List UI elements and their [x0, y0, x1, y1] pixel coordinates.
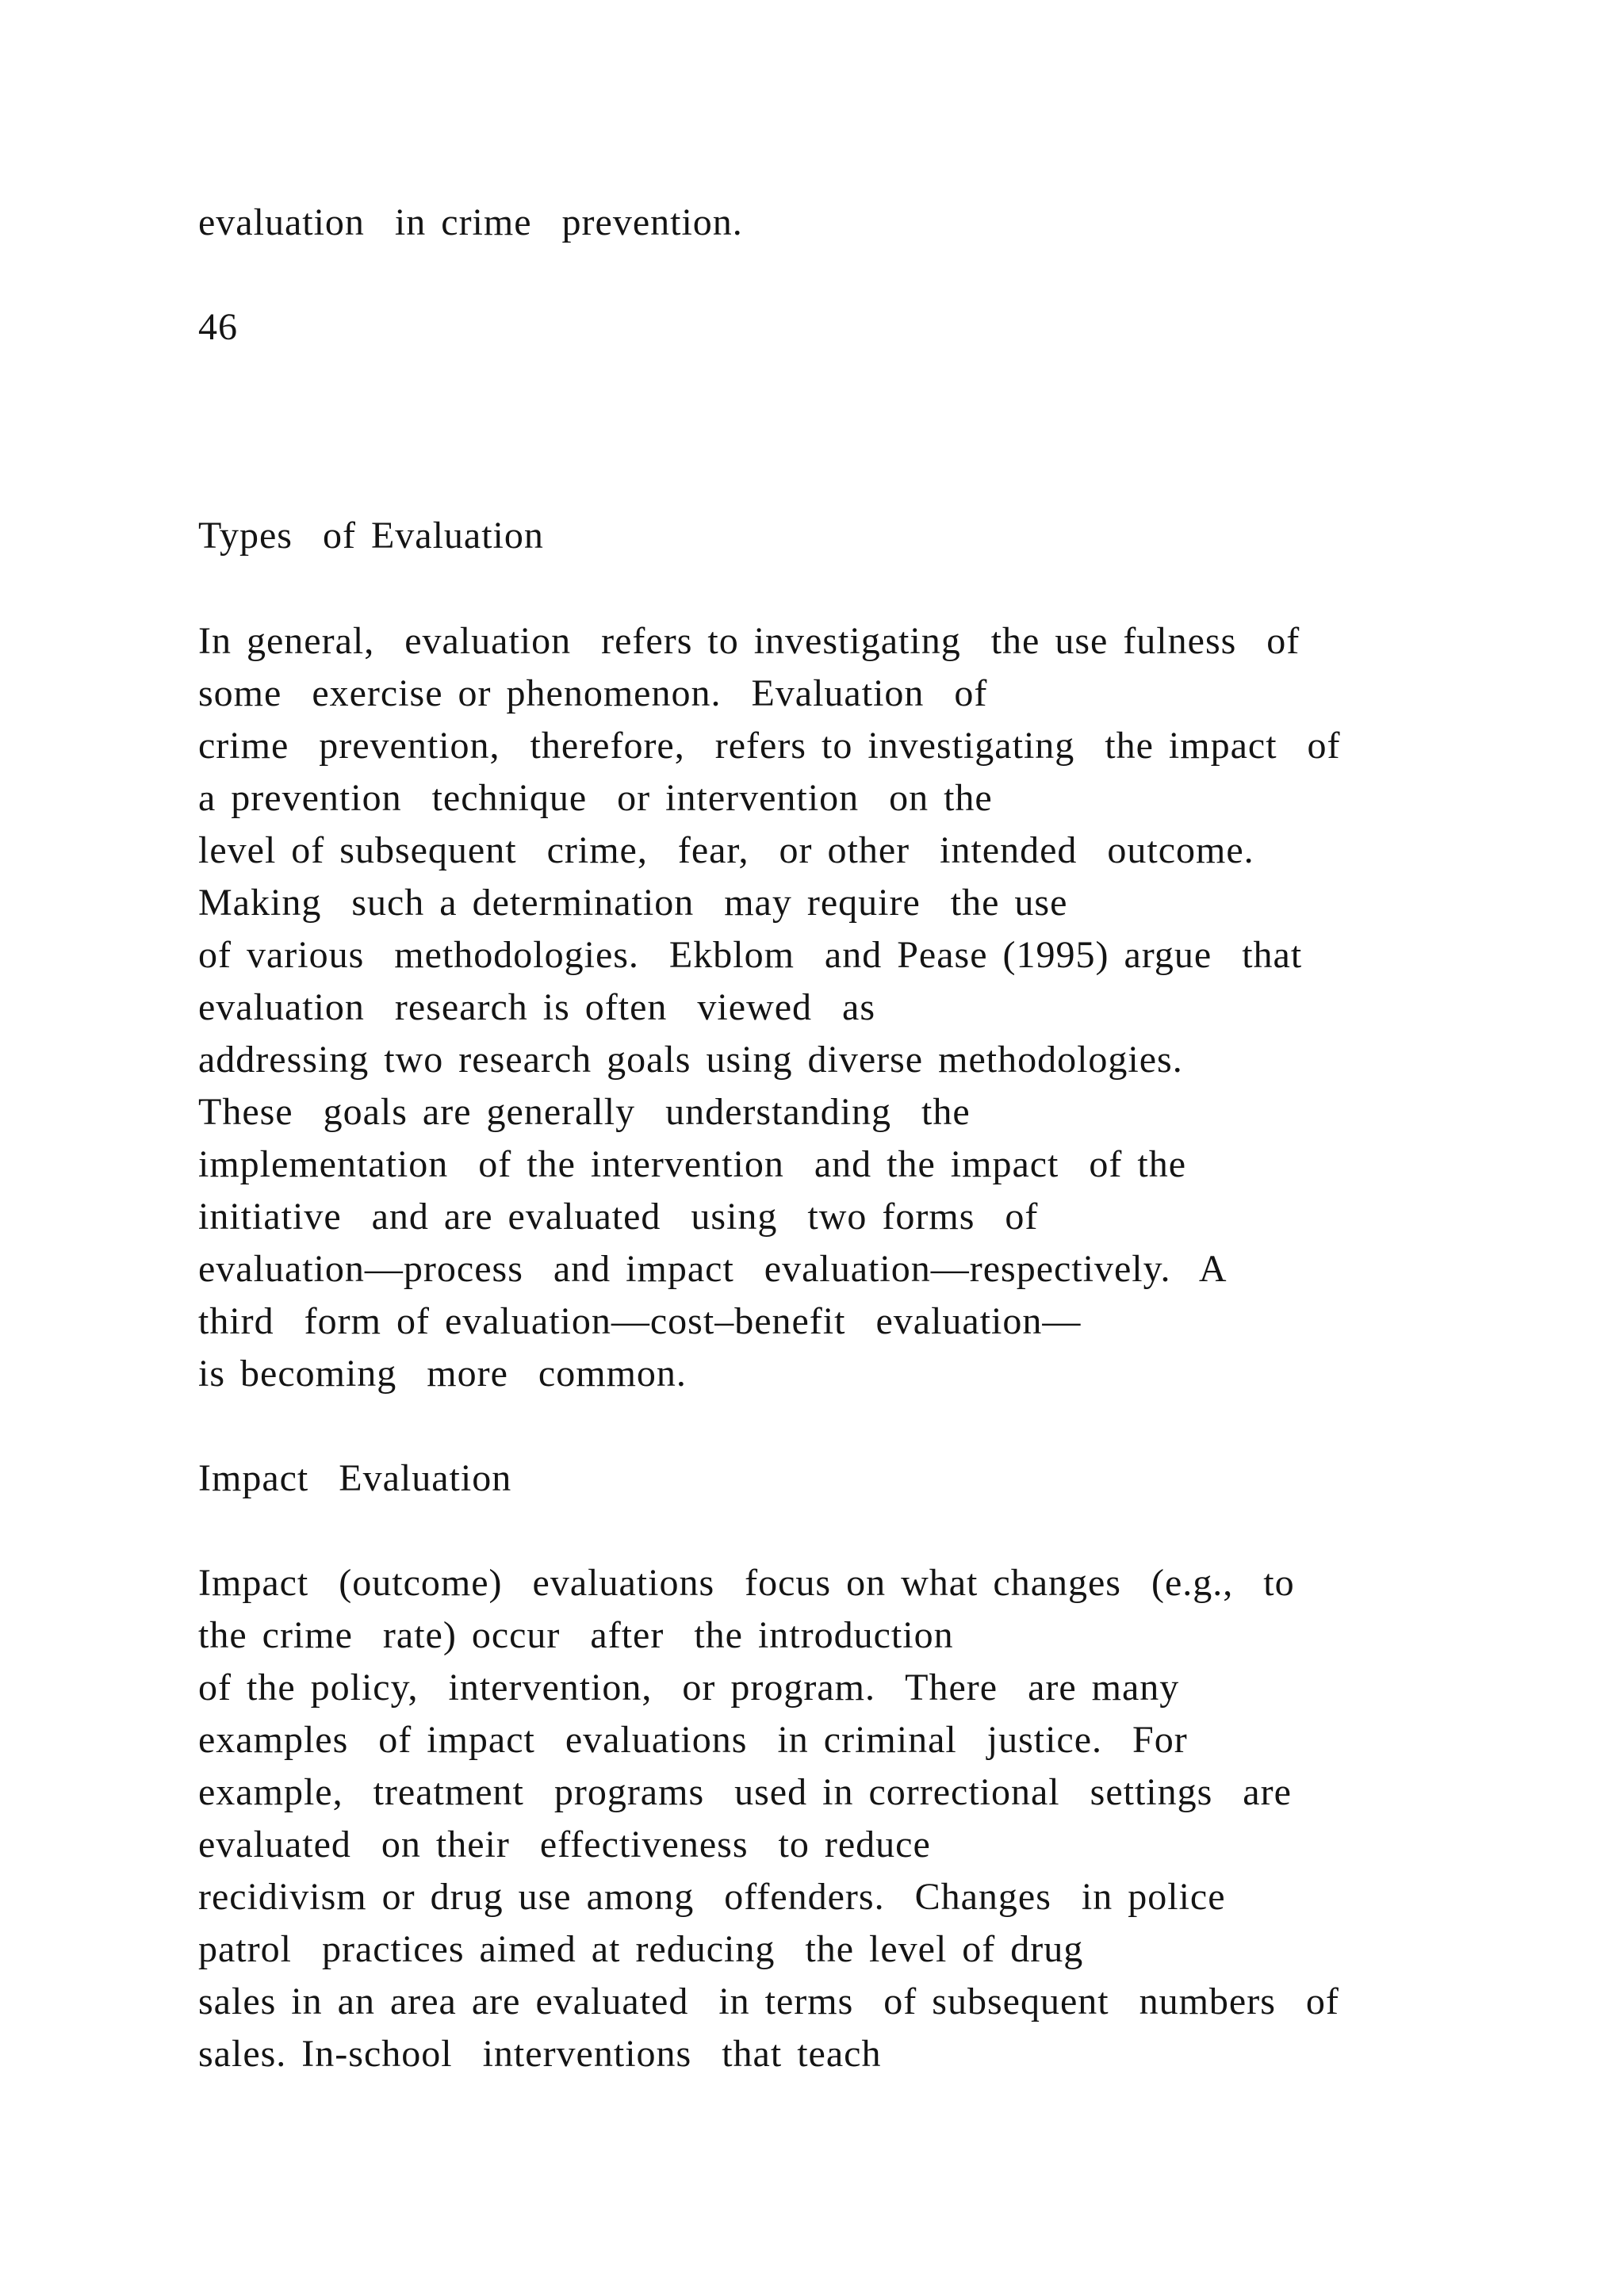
paragraph-line: example, treatment programs used in correctional settings are	[198, 1771, 1292, 1813]
paragraph-line: addressing two research goals using diverse methodologies.	[198, 1039, 1183, 1081]
paragraph-line: recidivism or drug use among offenders. Changes in police	[198, 1876, 1226, 1918]
paragraph-line: of various methodologies. Ekblom and Pease (1995) argue that	[198, 934, 1303, 976]
paragraph-line: In general, evaluation refers to investigating the use fulness of	[198, 620, 1300, 662]
section-heading-types-of-evaluation: Types of Evaluation	[198, 515, 544, 557]
paragraph-line: some exercise or phenomenon. Evaluation of	[198, 672, 988, 714]
paragraph-line: implementation of the intervention and the impact of the	[198, 1143, 1187, 1185]
text-line: evaluation in crime prevention.	[198, 201, 743, 243]
paragraph-line: sales. In-school interventions that teach	[198, 2033, 882, 2075]
paragraph-line: patrol practices aimed at reducing the level of drug	[198, 1928, 1084, 1970]
paragraph-line: is becoming more common.	[198, 1353, 687, 1395]
paragraph-line: crime prevention, therefore, refers to investigating the impact of	[198, 725, 1341, 767]
paragraph-line: initiative and are evaluated using two forms of	[198, 1196, 1039, 1238]
paragraph-line: third form of evaluation—cost–benefit evaluation—	[198, 1300, 1082, 1342]
paragraph-line: level of subsequent crime, fear, or other intended outcome.	[198, 829, 1254, 871]
paragraph-line: evaluation—process and impact evaluation—respectively. A	[198, 1248, 1228, 1290]
page-number: 46	[198, 306, 238, 348]
paragraph-line: evaluation research is often viewed as	[198, 986, 876, 1028]
paragraph-line: These goals are generally understanding the	[198, 1091, 971, 1133]
paragraph-line: a prevention technique or intervention on the	[198, 777, 993, 819]
paragraph-line: Making such a determination may require the use	[198, 882, 1068, 924]
section-heading-impact-evaluation: Impact Evaluation	[198, 1457, 512, 1499]
paragraph-line: Impact (outcome) evaluations focus on what changes (e.g., to	[198, 1562, 1295, 1604]
paragraph-line: of the policy, intervention, or program. There are many	[198, 1667, 1180, 1709]
paragraph-line: the crime rate) occur after the introduction	[198, 1614, 954, 1656]
paragraph-line: sales in an area are evaluated in terms of subsequent numbers of	[198, 1980, 1339, 2022]
paragraph-line: evaluated on their effectiveness to reduce	[198, 1823, 931, 1866]
paragraph-line: examples of impact evaluations in criminal justice. For	[198, 1719, 1188, 1761]
